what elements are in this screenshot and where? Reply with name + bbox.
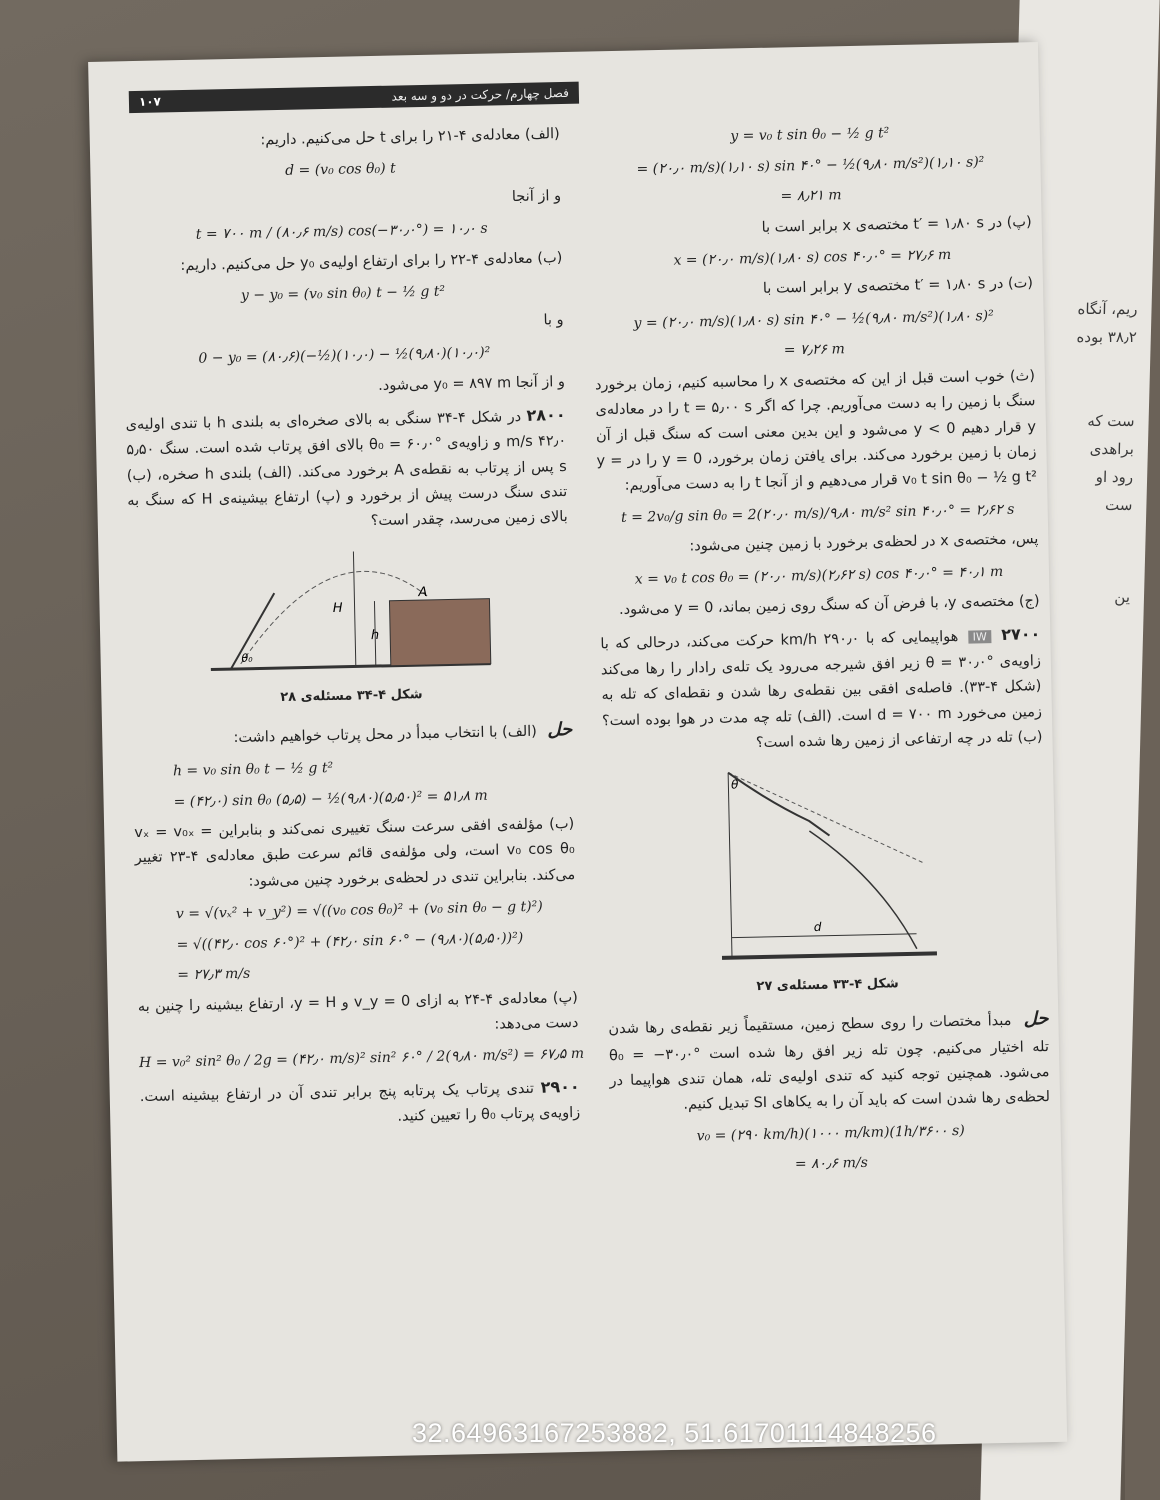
figure-caption: شکل ۴-۳۳ مسئله‌ی ۲۷ xyxy=(756,976,899,995)
equation: = (۴۲٫۰) sin θ₀ (۵٫۵) − ½(۹٫۸۰)(۵٫۵۰)² = ۵۱٫۸ m xyxy=(173,787,488,810)
equation: h = v₀ sin θ₀ t − ½ g t² xyxy=(172,759,334,780)
equation: = ۸۰٫۶ m/s xyxy=(794,1154,868,1173)
solution-part-b-label: (ب) معادله‌ی ۴-۲۲ را برای ارتفاع اولیه‌ی y₀ حل می‌کنیم. داریم: xyxy=(180,249,563,274)
label-d: d xyxy=(813,920,822,935)
equation: = ۸٫۲۱ m xyxy=(780,187,842,205)
chapter-header xyxy=(129,82,579,113)
problem-text: در شکل ۴-۳۴ سنگی به بالای صخره‌ای به بلندی h با تندی اولیه‌ی ۴۲٫۰ m/s و زاویه‌ی θ₀ = ۶۰٫۰° بالای افق پرتاب شده است. سنگ ۵٫۵۰ s پس از پرتاب به نقطه‌ی A برخورد می‌کند. (الف) بلندی h صخره، (ب) تندی سنگ درست پیش از برخورد و (پ) ارتفاع بیشینه‌ی H که سنگ به بالای زمین می‌رسد، چقدر است؟ xyxy=(125,408,568,530)
problem-text: هواپیمایی که با ۲۹۰٫۰ km/h حرکت می‌کند، درحالی که با زاویه‌ی θ = ۳۰٫۰° زیر افق شیرجه می‌رود یک تله‌ی رادار را رها می‌کند (شکل ۴-۳۳). فاصله‌ی افقی بین نقطه‌ی رها شدن و نقطه‌ای که تله به زمین می‌خورد d = ۷۰۰ m است. (الف) تله چه مدت در هوا بوده است؟ (ب) تله در چه ارتفاعی از زمین رها شده است؟ xyxy=(600,629,1043,751)
problem-number: ۲۸۰۰ xyxy=(526,404,566,425)
equation: t = 2v₀/g sin θ₀ = 2(۲۰٫۰ m/s)/۹٫۸۰ m/s² sin ۴۰٫۰° = ۲٫۶۲ s xyxy=(620,501,1015,526)
text-line: و با xyxy=(543,311,564,329)
adjacent-text: ین xyxy=(1114,588,1131,606)
solution-27 xyxy=(608,1003,1050,1120)
solution-28-part-c: (پ) معادله‌ی ۴-۲۴ به ازای v_y = 0 و y = H، ارتفاع بیشینه را چنین به دست می‌دهد: xyxy=(137,989,579,1033)
solution-mark: حل xyxy=(1023,1008,1049,1030)
adjacent-text: ست xyxy=(1104,496,1133,514)
equation: = ۷٫۲۶ m xyxy=(783,341,845,359)
problem-29 xyxy=(139,1073,580,1136)
adjacent-text: رود او xyxy=(1095,468,1134,486)
chapter-title: فصل چهارم/ حرکت در دو و سه بعد xyxy=(391,85,570,104)
vertical-reference xyxy=(728,773,732,958)
equation: t = ۷۰۰ m / (۸۰٫۶ m/s) cos(−۳۰٫۰°) = ۱۰٫۰ s xyxy=(195,220,488,243)
equation: y − y₀ = (v₀ sin θ₀) t − ½ g t² xyxy=(240,283,446,304)
solution-part-a-label: (الف) معادله‌ی ۴-۲۱ را برای t حل می‌کنیم. داریم: xyxy=(260,126,560,149)
equation: = ۲۷٫۳ m/s xyxy=(177,965,251,984)
decoy-trajectory xyxy=(809,829,916,951)
equation: x = (۲۰٫۰ m/s)(۱٫۸۰ s) cos ۴۰٫۰° = ۲۷٫۶ m xyxy=(673,246,952,269)
text-line: (الف) با انتخاب مبدأ در محل پرتاب خواهیم داشت: xyxy=(233,723,538,746)
page-number: ۱۰۷ xyxy=(138,94,162,109)
solution-mark: حل xyxy=(547,718,573,740)
equation: y = v₀ t sin θ₀ − ½ g t² xyxy=(730,125,890,145)
problem-27 xyxy=(600,621,1043,760)
equation: v₀ = (۲۹۰ km/h)(۱۰۰۰ m/km)(1h/۳۶۰۰ s) xyxy=(696,1122,965,1145)
problem-28 xyxy=(125,401,568,540)
iw-badge: IW xyxy=(969,631,991,644)
max-height-line xyxy=(353,551,355,666)
solution-28-part-a xyxy=(132,713,573,754)
adjacent-text: ست که xyxy=(1087,412,1135,430)
equation: H = v₀² sin² θ₀ / 2g = (۴۲٫۰ m/s)² sin² ۶۰° / 2(۹٫۸۰ m/s²) = ۶۷٫۵ m xyxy=(138,1046,585,1072)
text-line: و از آنجا xyxy=(511,187,562,205)
adjacent-text: براهدی xyxy=(1089,440,1135,458)
figure-caption: شکل ۴-۳۴ مسئله‌ی ۲۸ xyxy=(280,686,423,705)
problem-number: ۲۹۰۰ xyxy=(540,1076,580,1097)
horizontal-dive-line xyxy=(728,769,925,868)
label-theta: θ xyxy=(730,777,739,792)
equation: v = √(vₓ² + v_y²) = √((v₀ cos θ₀)² + (v₀ sin θ₀ − g t)²) xyxy=(175,898,543,923)
text-line: و از آنجا y₀ = ۸۹۷ m می‌شود. xyxy=(378,373,566,394)
equation: x = v₀ t cos θ₀ = (۲۰٫۰ m/s)(۲٫۶۲ s) cos ۴۰٫۰° = ۴۰٫۱ m xyxy=(634,563,1004,588)
left-column xyxy=(120,122,585,1142)
label-theta0: θ₀ xyxy=(241,651,253,665)
book-page xyxy=(88,42,1067,1462)
text-line: (پ) در t′ = ۱٫۸۰ s مختصه‌ی x برابر است با xyxy=(761,213,1032,236)
adjacent-text: ریم، آنگاه xyxy=(1077,300,1138,318)
equation: = √((۴۲٫۰ cos ۶۰°)² + (۴۲٫۰ sin ۶۰° − (۹٫۸۰)(۵٫۵۰))²) xyxy=(176,929,524,953)
text-paragraph: (ث) خوب است قبل از این که مختصه‌ی x را محاسبه کنیم، زمان برخورد سنگ با زمین را به دست می‌آوریم. چرا که اگر t = ۵٫۰۰ s را در معادله‌ی y قرار دهیم y < 0 می‌شود و این بدین معنی است که سنگ قبل از آن زمان با زمین برخورد می‌کند. برای یافتن زمان برخورد، y = 0 را در y = v₀ t sin θ₀ − ½ g t² قرار می‌دهیم و از آنجا t را به دست می‌آوریم: xyxy=(594,367,1038,495)
right-column xyxy=(589,112,1051,1187)
equation: = (۲۰٫۰ m/s)(۱٫۱۰ s) sin ۴۰° − ½(۹٫۸۰ m/s²)(۱٫۱۰ s)² xyxy=(636,153,985,177)
airplane-path xyxy=(728,771,829,838)
label-H: H xyxy=(332,600,343,616)
cliff-block xyxy=(389,598,490,665)
figure-4-34 xyxy=(198,538,501,684)
text-paragraph: مبدأ مختصات را روی سطح زمین، مستقیماً زیر نقطه‌ی رها شدن تله اختیار می‌کنیم. چون تله زیر افق رها شده است θ₀ = −۳۰٫۰° می‌شود. همچنین توجه کنید که تندی اولیه‌ی تله، همان تندی هواپیما در لحظه‌ی رها شدن است که باید آن را به یکاهای SI تبدیل کنیم. xyxy=(608,1012,1051,1113)
problem-text: تندی پرتاب یک پرتابه پنج برابر تندی آن در ارتفاع بیشینه است. زاویه‌ی پرتاب θ₀ را تعیین کنید. xyxy=(139,1080,581,1125)
adjacent-text: ۳۸٫۲ بوده xyxy=(1076,328,1138,346)
gps-coordinates-overlay: 32.64963167253882, 51.61701114848256 xyxy=(412,1418,937,1448)
problem-number: ۲۷۰۰ xyxy=(1001,624,1041,645)
label-h: h xyxy=(370,627,380,643)
solution-28-part-b: (ب) مؤلفه‌ی افقی سرعت سنگ تغییری نمی‌کند و بنابراین vₓ = v₀ₓ = v₀ cos θ₀ است، ولی مؤلفه‌ی قائم سرعت طبق معادله‌ی ۴-۲۳ تغییر می‌کند. بنابراین تندی در لحظه‌ی برخورد چنین می‌شود: xyxy=(134,815,576,890)
distance-d-line xyxy=(732,934,917,938)
equation: d = (v₀ cos θ₀) t xyxy=(285,160,396,180)
text-line: (ت) در t′ = ۱٫۸۰ s مختصه‌ی y برابر است با xyxy=(762,275,1034,298)
text-line: (ج) مختصه‌ی y، با فرض آن که سنگ روی زمین بماند، y = 0 می‌شود. xyxy=(618,593,1040,618)
label-A: A xyxy=(418,584,428,600)
ground-line xyxy=(722,954,937,959)
text-line: پس، مختصه‌ی x در لحظه‌ی برخورد با زمین چنین می‌شود: xyxy=(689,531,1039,555)
figure-4-33 xyxy=(708,759,942,974)
equation: 0 − y₀ = (۸۰٫۶)(−½)(۱۰٫۰) − ½(۹٫۸۰)(۱۰٫۰)² xyxy=(198,344,491,367)
equation: y = (۲۰٫۰ m/s)(۱٫۸۰ s) sin ۴۰° − ½(۹٫۸۰ m/s²)(۱٫۸۰ s)² xyxy=(633,307,994,332)
